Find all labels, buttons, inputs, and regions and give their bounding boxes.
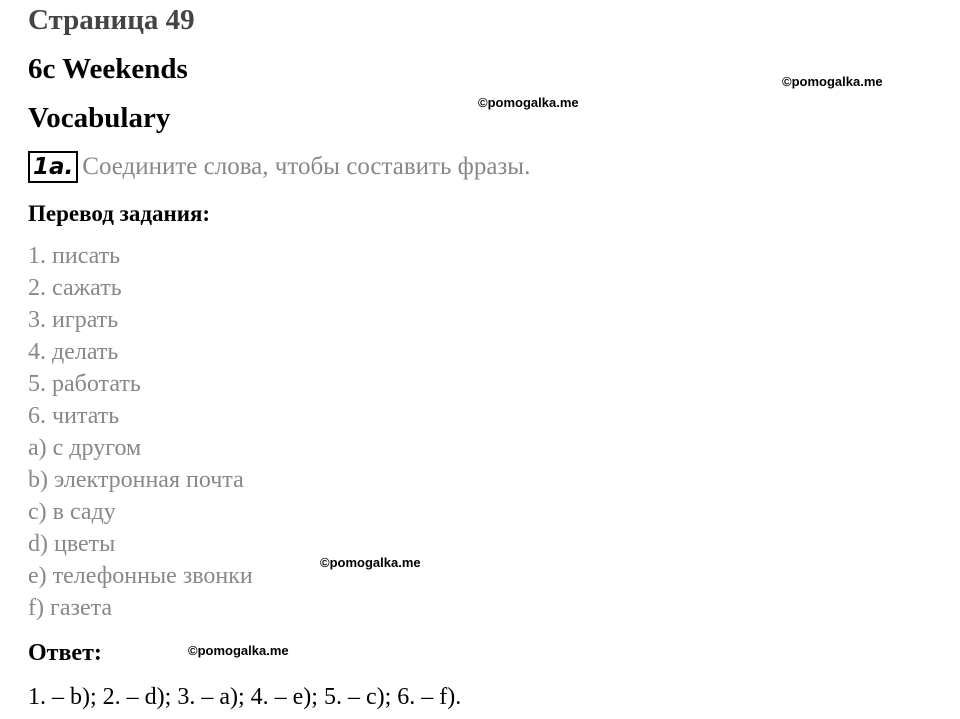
task-number-badge: 1a. [28,151,78,183]
watermark: ©pomogalka.me [188,643,289,658]
unit-heading: 6c Weekends [28,53,188,85]
list-item: f) газета [28,595,113,621]
task-instruction: Соедините слова, чтобы составить фразы. [82,153,531,180]
watermark: ©pomogalka.me [320,555,421,570]
list-item: 6. читать [28,403,120,429]
list-item: 2. сажать [28,275,122,301]
list-item: 1. писать [28,243,121,269]
list-item: d) цветы [28,531,116,557]
list-item: 3. играть [28,307,119,333]
watermark: ©pomogalka.me [782,74,883,89]
list-item: a) с другом [28,435,142,461]
page-heading: Страница 49 [28,4,195,36]
watermark: ©pomogalka.me [478,95,579,110]
answer-label: Ответ: [28,640,102,666]
list-item: 4. делать [28,339,119,365]
translation-label: Перевод задания: [28,201,211,226]
task-instruction-line [28,150,530,184]
list-item: b) электронная почта [28,467,244,493]
list-item: 5. работать [28,371,141,397]
list-item: c) в саду [28,499,116,525]
answer-text: 1. – b); 2. – d); 3. – a); 4. – e); 5. – c); 6. – f). [28,684,462,710]
list-item: e) телефонные звонки [28,563,253,589]
section-heading: Vocabulary [28,102,171,134]
vocabulary-item-list [28,240,253,624]
